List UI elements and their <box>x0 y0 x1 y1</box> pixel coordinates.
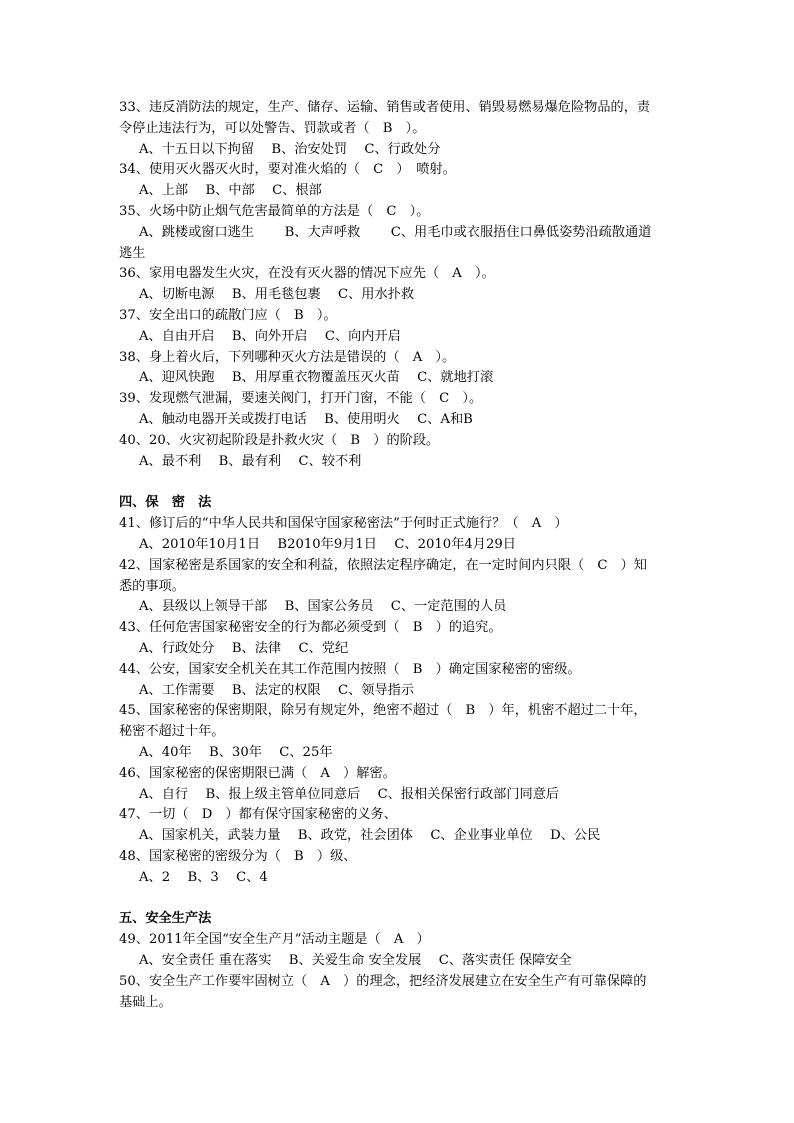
answer-options-line: A、自由开启 B、向外开启 C、向内开启 <box>139 328 401 344</box>
answer-options-line: A、上部 B、中部 C、根部 <box>139 183 322 199</box>
question-line: 基础上。 <box>119 994 172 1010</box>
answer-options-line: A、40年 B、30年 C、25年 <box>139 744 333 760</box>
question-line: 45、国家秘密的保密期限，除另有规定外，绝密不超过（ B ）年，机密不超过二十年， <box>119 703 647 719</box>
question-line: 39、发现燃气泄漏，要速关阀门，打开门窗，不能（ C ）。 <box>119 391 483 407</box>
question-line: 46、国家秘密的保密期限已满（ A ）解密。 <box>119 765 396 781</box>
section-heading: 四、保 密 法 <box>119 495 212 511</box>
question-line: 50、安全生产工作要牢固树立（ A ）的理念，把经济发展建立在安全生产有可靠保障的 <box>119 973 647 989</box>
answer-options-line: A、触动电器开关或拨打电话 B、使用明火 C、A和B <box>139 411 473 427</box>
question-line: 41、修订后的“中华人民共和国保守国家秘密法”于何时正式施行？（ A ） <box>119 516 568 532</box>
answer-options-line: A、国家机关，武装力量 B、政党，社会团体 C、企业事业单位 D、公民 <box>139 828 601 844</box>
question-line: 秘密不超过十年。 <box>119 724 225 740</box>
answer-options-line: A、迎风快跑 B、用厚重衣物覆盖压灭火苗 C、就地打滚 <box>139 370 494 386</box>
question-line: 40、20、火灾初起阶段是扑救火灾（ B ）的阶段。 <box>119 432 440 448</box>
answer-options-line: A、跳楼或窗口逃生 B、大声呼救 C、用毛巾或衣服捂住口鼻低姿势沿疏散通道 <box>139 224 652 240</box>
question-line: 48、国家秘密的密级分为（ B ）级、 <box>119 848 357 864</box>
question-line: 42、国家秘密是系国家的安全和利益，依照法定程序确定，在一定时间内只限（ C ）知 <box>119 557 647 573</box>
question-line: 35、火场中防止烟气危害最简单的方法是（ C ）。 <box>119 203 430 219</box>
question-line: 44、公安，国家安全机关在其工作范围内按照（ B ）确定国家秘密的密级。 <box>119 661 581 677</box>
question-line: 33、违反消防法的规定，生产、储存、运输、销售或者使用、销毁易燃易爆危险物品的，责 <box>119 100 651 115</box>
section-heading: 五、安全生产法 <box>119 911 212 927</box>
question-line: 38、身上着火后，下列哪种灭火方法是错误的（ A ）。 <box>119 349 456 365</box>
answer-options-line: A、2 B、3 C、4 <box>139 869 268 885</box>
answer-options-line: A、最不利 B、最有利 C、较不利 <box>139 453 362 469</box>
document-body <box>119 98 683 1013</box>
answer-options-line: A、2010年10月1日 B2010年9月1日 C、2010年4月29日 <box>139 536 516 552</box>
answer-options-line: A、切断电源 B、用毛毯包裹 C、用水扑救 <box>139 287 415 303</box>
answer-options-line: A、自行 B、报上级主管单位同意后 C、报相关保密行政部门同意后 <box>139 786 560 802</box>
question-line: 43、任何危害国家秘密安全的行为都必须受到（ B ）的追究。 <box>119 620 502 636</box>
question-line: 36、家用电器发生火灾，在没有灭火器的情况下应先（ A ）。 <box>119 266 495 282</box>
answer-options-line: A、十五日以下拘留 B、治安处罚 C、行政处分 <box>139 141 441 157</box>
question-line: 悉的事项。 <box>119 578 185 594</box>
answer-options-line: A、安全责任 重在落实 B、关爱生命 安全发展 C、落实责任 保障安全 <box>139 953 572 969</box>
answer-options-line: A、县级以上领导干部 B、国家公务员 C、一定范围的人员 <box>139 599 507 615</box>
question-line: 逃生 <box>119 245 146 261</box>
question-line: 47、一切（ D ）都有保守国家秘密的义务、 <box>119 807 397 823</box>
answer-options-line: A、工作需要 B、法定的权限 C、领导指示 <box>139 682 415 698</box>
question-line: 37、安全出口的疏散门应（ B ）。 <box>119 307 337 323</box>
answer-options-line: A、行政处分 B、法律 C、党纪 <box>139 640 349 656</box>
question-line: 令停止违法行为，可以处警告、罚款或者（ B ）。 <box>119 120 426 136</box>
question-line: 34、使用灭火器灭火时，要对准火焰的（ C ） 喷射。 <box>119 162 456 178</box>
question-line: 49、2011年全国“安全生产月”活动主题是（ A ） <box>119 932 430 948</box>
